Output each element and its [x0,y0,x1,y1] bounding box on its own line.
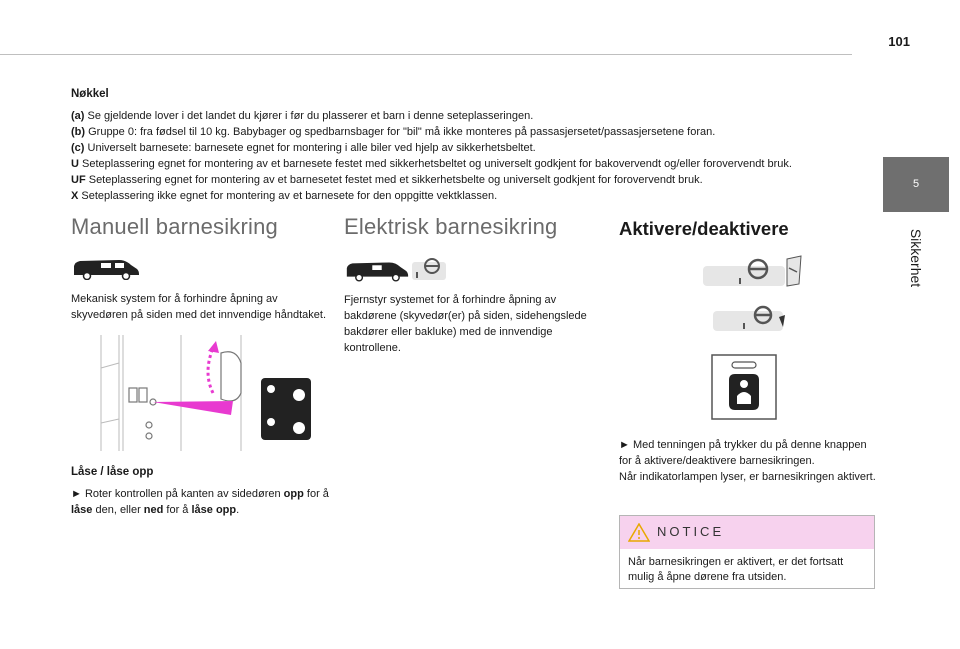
notice-header [620,516,874,549]
notice-label: NOTICE [657,524,725,539]
chapter-title: Sikkerhet [908,228,924,288]
legend-title: Nøkkel [71,88,109,100]
dashboard-wheel-icon [703,254,803,294]
van-icon [71,256,141,280]
dashboard-wheel-icon [713,305,793,335]
manual-subheading: Låse / låse opp [71,466,154,478]
legend-item: UF Seteplassering egnet for montering av et barnesetet festet med et sikkerhetsbelte og universelt godkjent for forovervendt bruk. [71,174,703,186]
legend-item: (a) Se gjeldende lover i det landet du kjører i før du plasserer et barn i denne seteplasseringen. [71,110,534,122]
child-lock-button-icon[interactable] [711,354,777,420]
manual-title: Manuell barnesikring [71,214,278,239]
legend-item: X Seteplassering ikke egnet for montering av et barnesete for den oppgitte vektklassen. [71,190,498,202]
notice-text: Når barnesikringen er aktivert, er det fortsatt mulig å åpne dørene fra utsiden. [628,556,844,583]
manual-instruction: ► Roter kontrollen på kanten av sidedøren opp for å låse den, eller ned for å låse opp. [71,488,329,516]
steering-wheel-icon [412,256,446,284]
legend-item: (c) Universelt barnesete: barnesete egnet for montering i alle biler ved hjelp av sikkerhetsbeltet. [71,142,536,154]
electric-title: Elektrisk barnesikring [344,214,558,239]
warning-icon [628,523,650,542]
notice-box [619,515,875,589]
activate-section [619,214,879,485]
activate-instruction: ► Med tenningen på trykker du på denne knappen for å aktivere/deaktivere barnesikringen. [619,439,867,467]
legend-item: U Seteplassering egnet for montering av et barnesete festet med sikkerhetsbeltet og universelt godkjent for bakovervendt og/eller forovervendt bruk. [71,158,792,170]
header-rule [0,54,852,55]
legend-block [71,86,851,204]
electric-section [344,214,604,356]
activate-indicator-note: Når indikatorlampen lyser, er barnesikringen aktivert. [619,471,876,483]
electric-description: Fjernstyr systemet for å forhindre åpning av bakdørene (skyvedør(er) på siden, sidehengslede bakdører eller bakluke) med de innvendige kontrollene. [344,294,587,354]
van-icon [344,258,410,282]
manual-section [71,214,331,518]
manual-lock-illustration [71,333,311,453]
chapter-tab[interactable]: 5 [883,157,949,212]
activate-title: Aktivere/deaktivere [619,218,789,239]
legend-item: (b) Gruppe 0: fra fødsel til 10 kg. Babybager og spedbarnsbager for "bil" må ikke monteres på passasjersetet/passasjersetene foran. [71,126,716,138]
manual-description: Mekanisk system for å forhindre åpning av skyvedøren på siden med det innvendige håndtaket. [71,293,326,321]
page-number: 101 [888,34,910,49]
